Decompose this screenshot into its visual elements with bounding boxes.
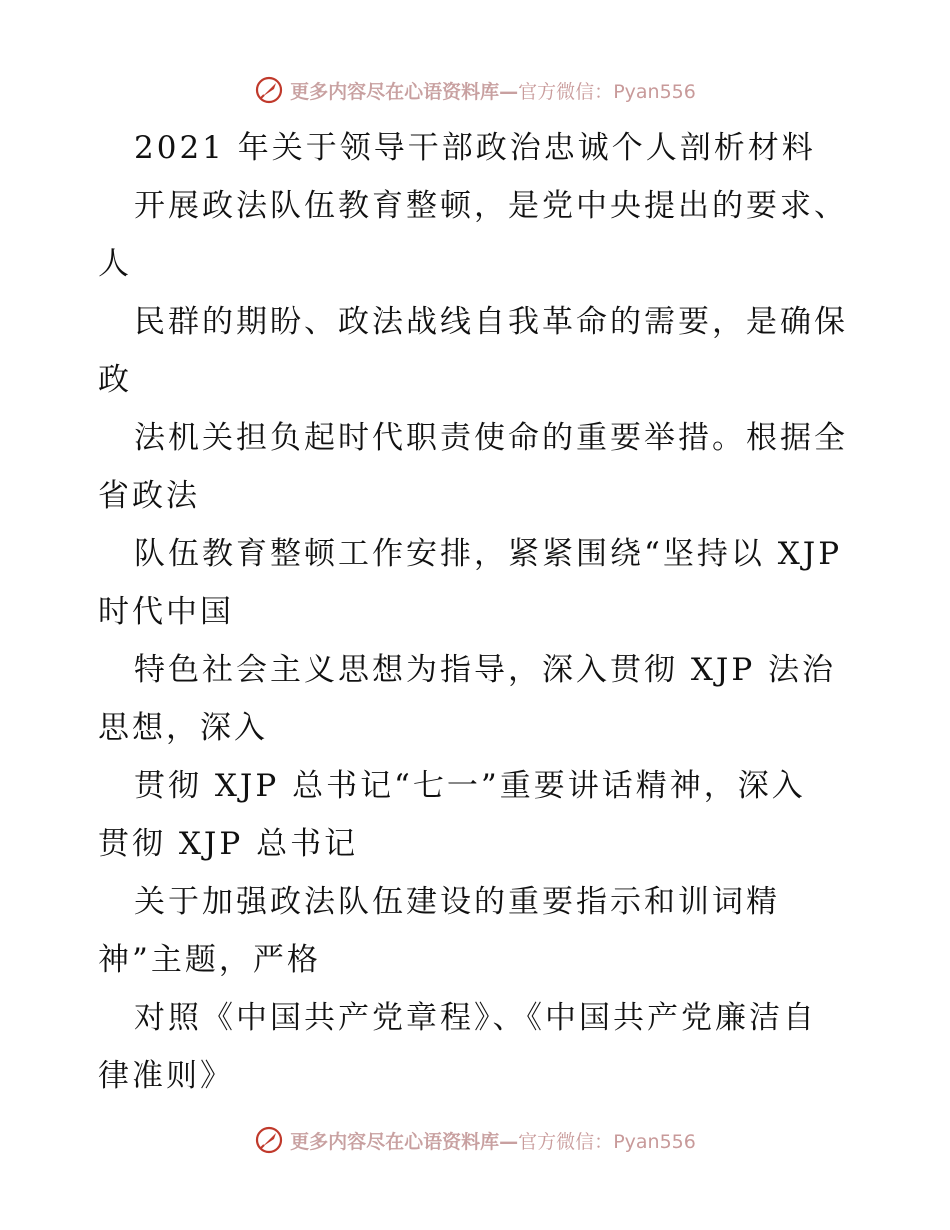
paragraph-line: 对照《中国共产党章程》、《中国共产党廉洁自	[134, 1000, 817, 1036]
paragraph-line: 神”主题，严格	[98, 942, 321, 978]
paragraph-line: 时代中国	[98, 594, 234, 630]
paragraph-line: 开展政法队伍教育整顿，是党中央提出的要求、	[134, 188, 848, 224]
paragraph-line: 队伍教育整顿工作安排，紧紧围绕“坚持以 XJP	[134, 536, 843, 572]
paragraph-line: 贯彻 XJP 总书记“七一”重要讲话精神，深入	[134, 768, 806, 804]
paragraph-line: 法机关担负起时代职责使命的重要举措。根据全	[134, 420, 848, 456]
paragraph-line: 政	[98, 362, 132, 398]
paragraph-line: 贯彻 XJP 总书记	[98, 826, 359, 862]
quill-logo-icon	[254, 75, 284, 105]
paragraph-line: 思想，深入	[98, 710, 268, 746]
paragraph-line: 特色社会主义思想为指导，深入贯彻 XJP 法治	[134, 652, 837, 688]
paragraph-line: 人	[98, 246, 132, 282]
watermark-text: 更多内容尽在心语资料库—官方微信：Pyan556	[290, 80, 696, 103]
document-title: 2021 年关于领导干部政治忠诚个人剖析材料	[134, 130, 816, 166]
paragraph-line: 律准则》	[98, 1058, 234, 1094]
paragraph-line: 省政法	[98, 478, 200, 514]
watermark-text: 更多内容尽在心语资料库—官方微信：Pyan556	[290, 1130, 696, 1153]
footer-watermark-banner	[0, 1120, 950, 1160]
quill-logo-icon	[254, 1125, 284, 1155]
paragraph-line: 民群的期盼、政法战线自我革命的需要，是确保	[134, 304, 848, 340]
header-watermark-banner	[0, 70, 950, 110]
paragraph-line: 关于加强政法队伍建设的重要指示和训词精	[134, 884, 780, 920]
